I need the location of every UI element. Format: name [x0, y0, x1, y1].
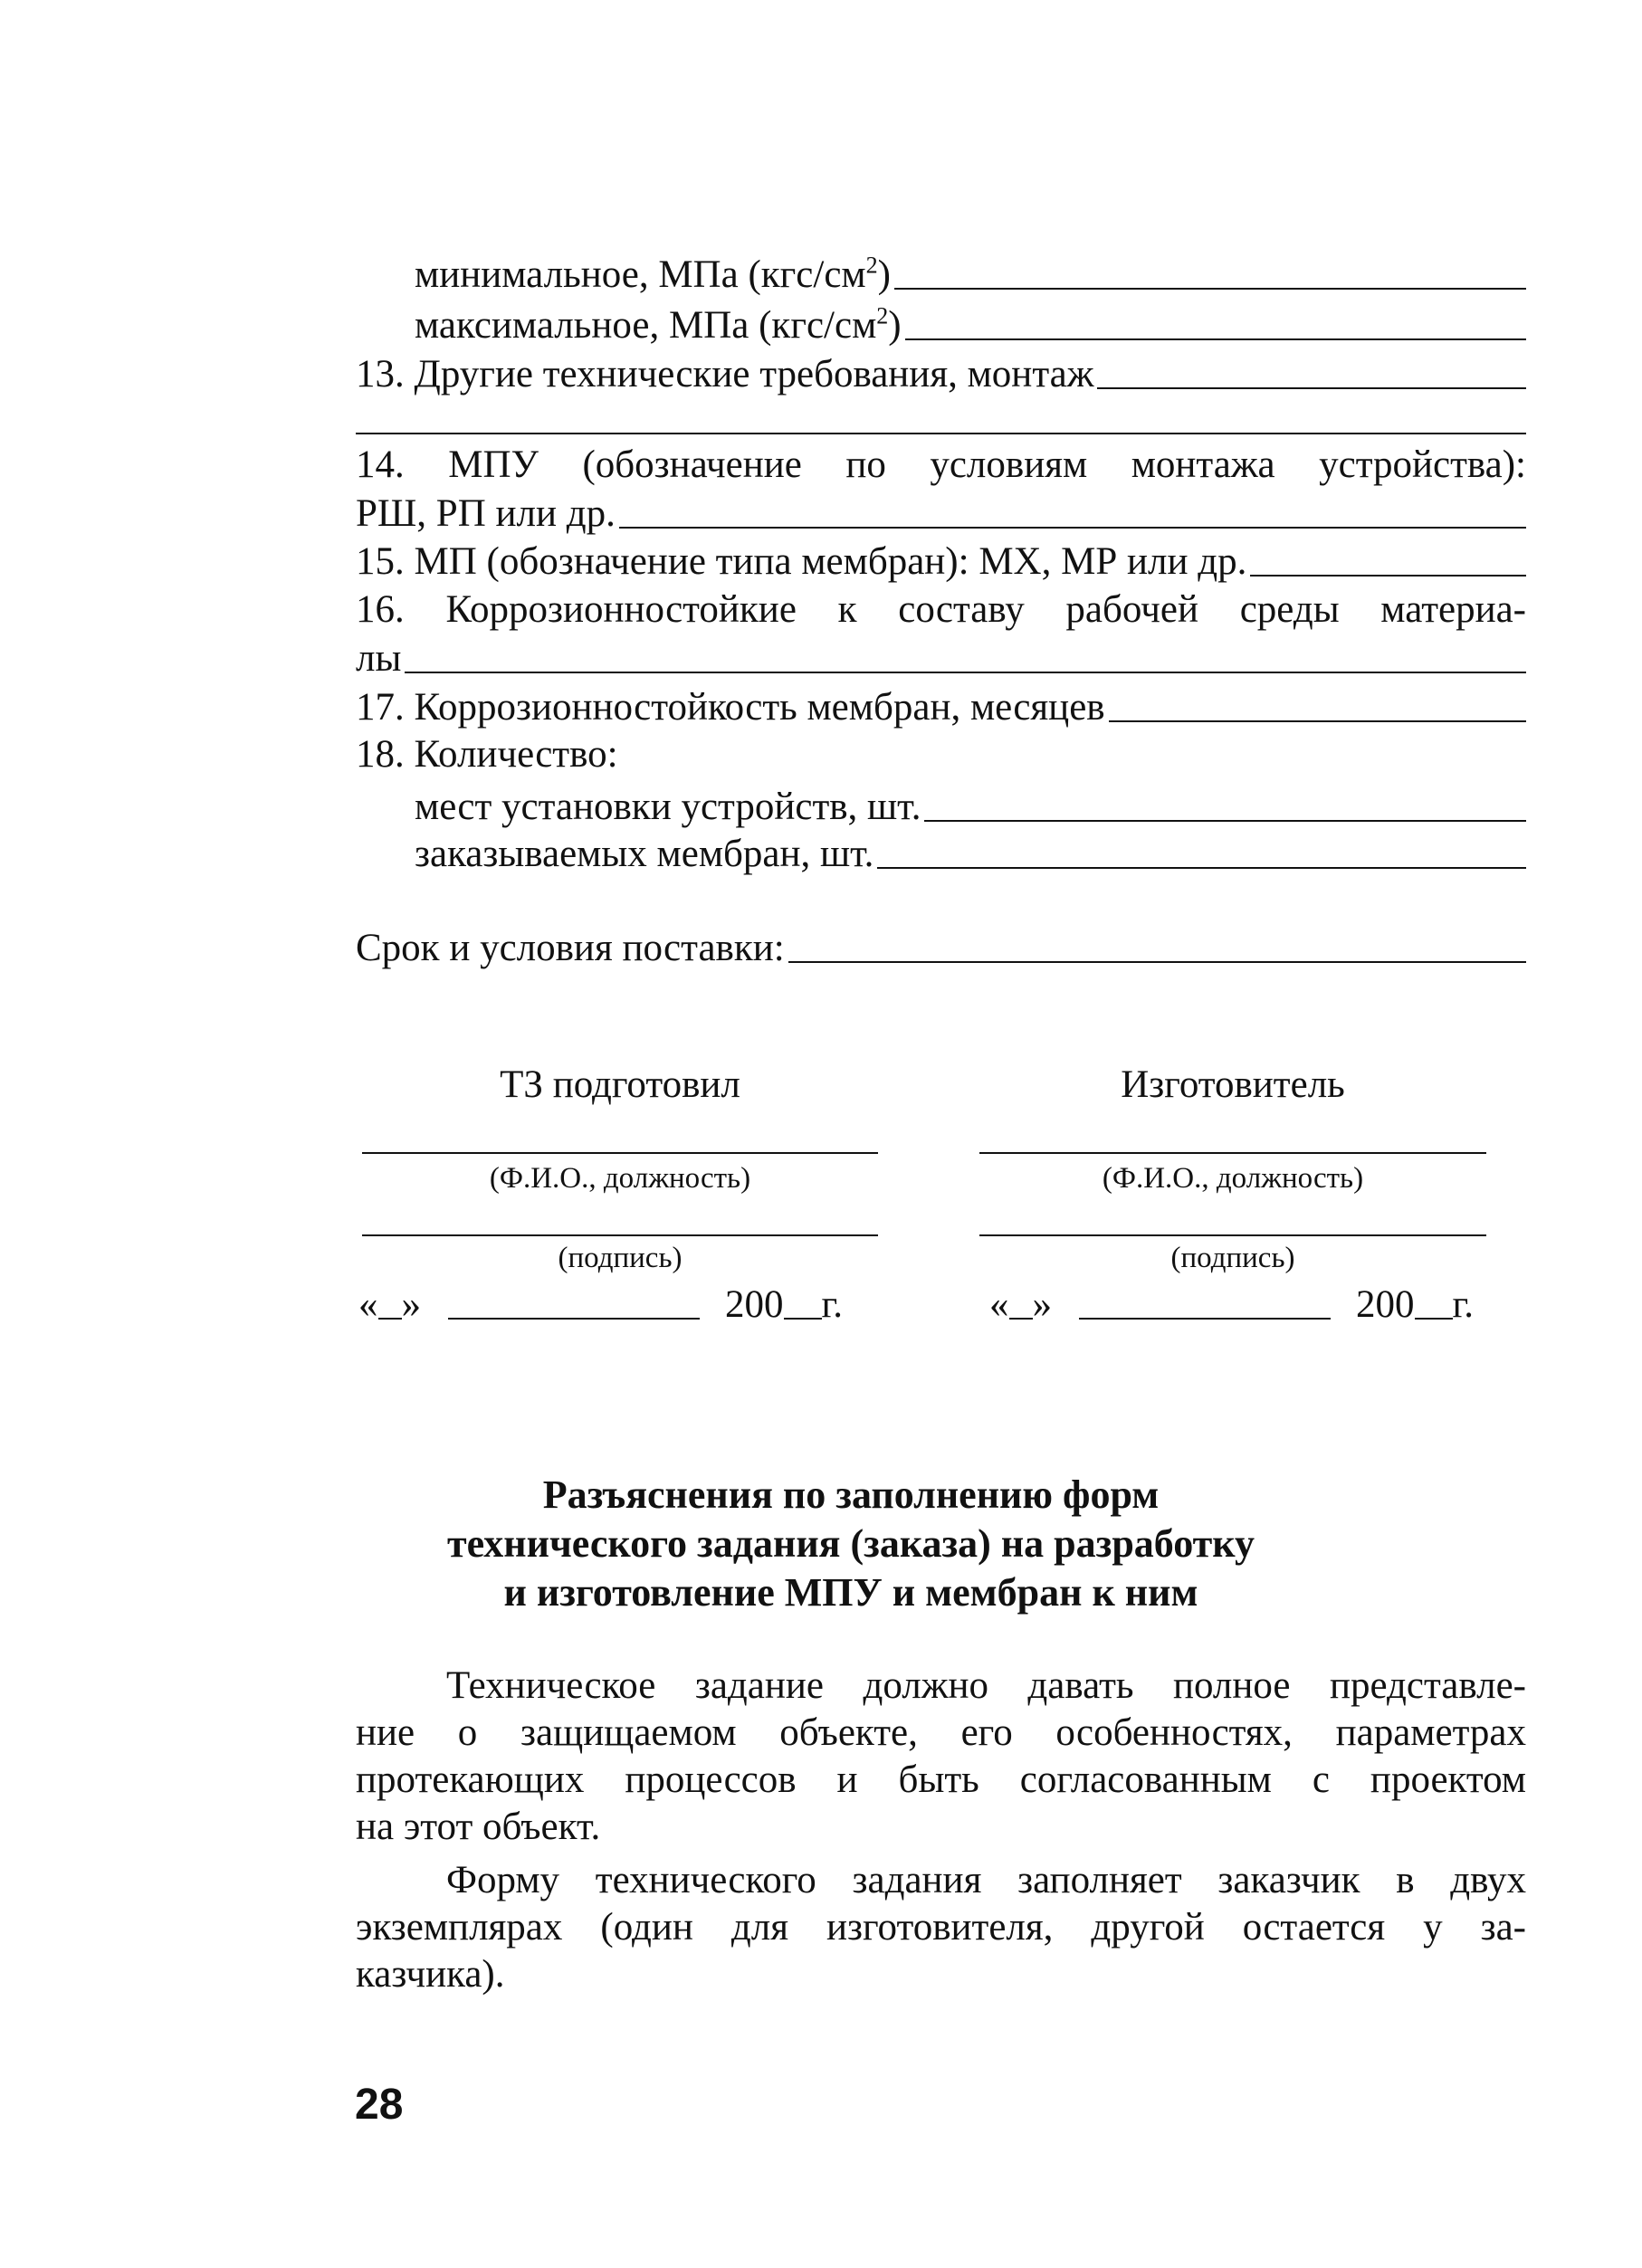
right-signature-title: Изготовитель — [1121, 1063, 1345, 1106]
item16-line1: 16. Коррозионностойкие к составу рабочей среды материа- — [356, 588, 1526, 631]
item15-line — [356, 538, 1526, 586]
item13-line — [356, 351, 1526, 398]
right-date-day-field[interactable] — [1009, 1318, 1033, 1320]
left-date — [358, 1282, 843, 1329]
item16-label: лы — [356, 637, 402, 680]
pressure-min-label: минимальное, МПа $(кгс/см^2)$ — [415, 252, 891, 296]
right-date-year-suffix: г. — [1452, 1283, 1475, 1326]
item17-label: 17. Коррозионностойкость мембран, месяцев — [356, 686, 1105, 729]
item14-field[interactable] — [619, 527, 1526, 529]
right-date-year: 200 — [1356, 1283, 1415, 1326]
item18-places-label: мест установки устройств, шт. — [415, 786, 921, 828]
item17-field[interactable] — [1109, 720, 1526, 722]
para2-line3: казчика). — [356, 1953, 505, 1996]
pressure-max-label: максимальное, МПа $(кгс/см^2)$ — [415, 302, 902, 347]
left-date-year-field[interactable] — [784, 1318, 822, 1320]
item18-places-field[interactable] — [924, 820, 1526, 822]
item18-places-line — [415, 784, 1526, 831]
delivery-line — [356, 925, 1526, 972]
left-date-year-suffix: г. — [821, 1283, 844, 1326]
para1-line3: протекающих процессов и быть согласованным с проектом — [356, 1758, 1526, 1801]
page-number: 28 — [355, 2081, 404, 2129]
para1-line1: Техническое задание должно давать полное представле- — [446, 1664, 1526, 1707]
left-name-field[interactable] — [362, 1152, 878, 1154]
left-name-caption: (Ф.И.О., должность) — [489, 1162, 751, 1195]
right-date-quote-close: » — [1032, 1283, 1052, 1326]
item13-field[interactable] — [1097, 387, 1526, 389]
para1-line4: на этот объект. — [356, 1806, 601, 1848]
pressure-min-field[interactable] — [894, 288, 1526, 290]
item18-line — [356, 731, 1526, 778]
left-signature-title: ТЗ подготовил — [500, 1063, 740, 1106]
para2-line2: экземплярах (один для изготовителя, другой остается у за- — [356, 1906, 1526, 1949]
pressure-min-line — [415, 252, 1526, 299]
left-date-day-field[interactable] — [378, 1318, 402, 1320]
left-date-month-field[interactable] — [448, 1318, 700, 1320]
item18-label: 18. Количество: — [356, 733, 618, 776]
left-date-quote-open: « — [358, 1283, 378, 1326]
item18-membranes-field[interactable] — [877, 867, 1526, 869]
right-date-quote-open: « — [989, 1283, 1009, 1326]
explanation-heading-line1: Разъяснения по заполнению форм — [542, 1472, 1160, 1517]
right-date-month-field[interactable] — [1079, 1318, 1331, 1320]
item14-label: РШ, РП или др. — [356, 492, 616, 535]
explanation-heading-line2: технического задания (заказа) на разработку — [447, 1521, 1255, 1566]
item16-line2 — [356, 635, 1526, 682]
pressure-max-line — [415, 302, 1526, 349]
delivery-field[interactable] — [788, 961, 1526, 963]
item13-label: 13. Другие технические требования, монтаж — [356, 353, 1094, 395]
right-date-year-field[interactable] — [1415, 1318, 1453, 1320]
item16-field[interactable] — [405, 672, 1526, 673]
item14-line2 — [356, 491, 1526, 538]
right-name-field[interactable] — [979, 1152, 1486, 1154]
right-date — [989, 1282, 1474, 1329]
item15-field[interactable] — [1250, 575, 1526, 577]
explanation-heading-line3: и изготовление МПУ и мембран к ним — [503, 1570, 1198, 1615]
left-date-quote-close: » — [401, 1283, 421, 1326]
pressure-max-field[interactable] — [905, 338, 1526, 340]
item14-line1: 14. МПУ (обозначение по условиям монтажа устройства): — [356, 443, 1526, 486]
item17-line — [356, 684, 1526, 731]
right-sign-field[interactable] — [979, 1234, 1486, 1236]
item18-membranes-line — [415, 831, 1526, 878]
item18-membranes-label: заказываемых мембран, шт. — [415, 833, 874, 875]
item13-field-continued[interactable] — [356, 433, 1526, 434]
para2-line1: Форму технического задания заполняет заказчик в двух — [446, 1859, 1526, 1901]
left-date-year: 200 — [725, 1283, 784, 1326]
left-sign-caption: (подпись) — [558, 1242, 683, 1274]
right-name-caption: (Ф.И.О., должность) — [1102, 1162, 1364, 1195]
delivery-label: Срок и условия поставки: — [356, 927, 785, 969]
left-sign-field[interactable] — [362, 1234, 878, 1236]
right-sign-caption: (подпись) — [1170, 1242, 1295, 1274]
item15-label: 15. МП (обозначение типа мембран): МХ, МР или др. — [356, 540, 1247, 583]
para1-line2: ние о защищаемом объекте, его особенностях, параметрах — [356, 1711, 1526, 1754]
